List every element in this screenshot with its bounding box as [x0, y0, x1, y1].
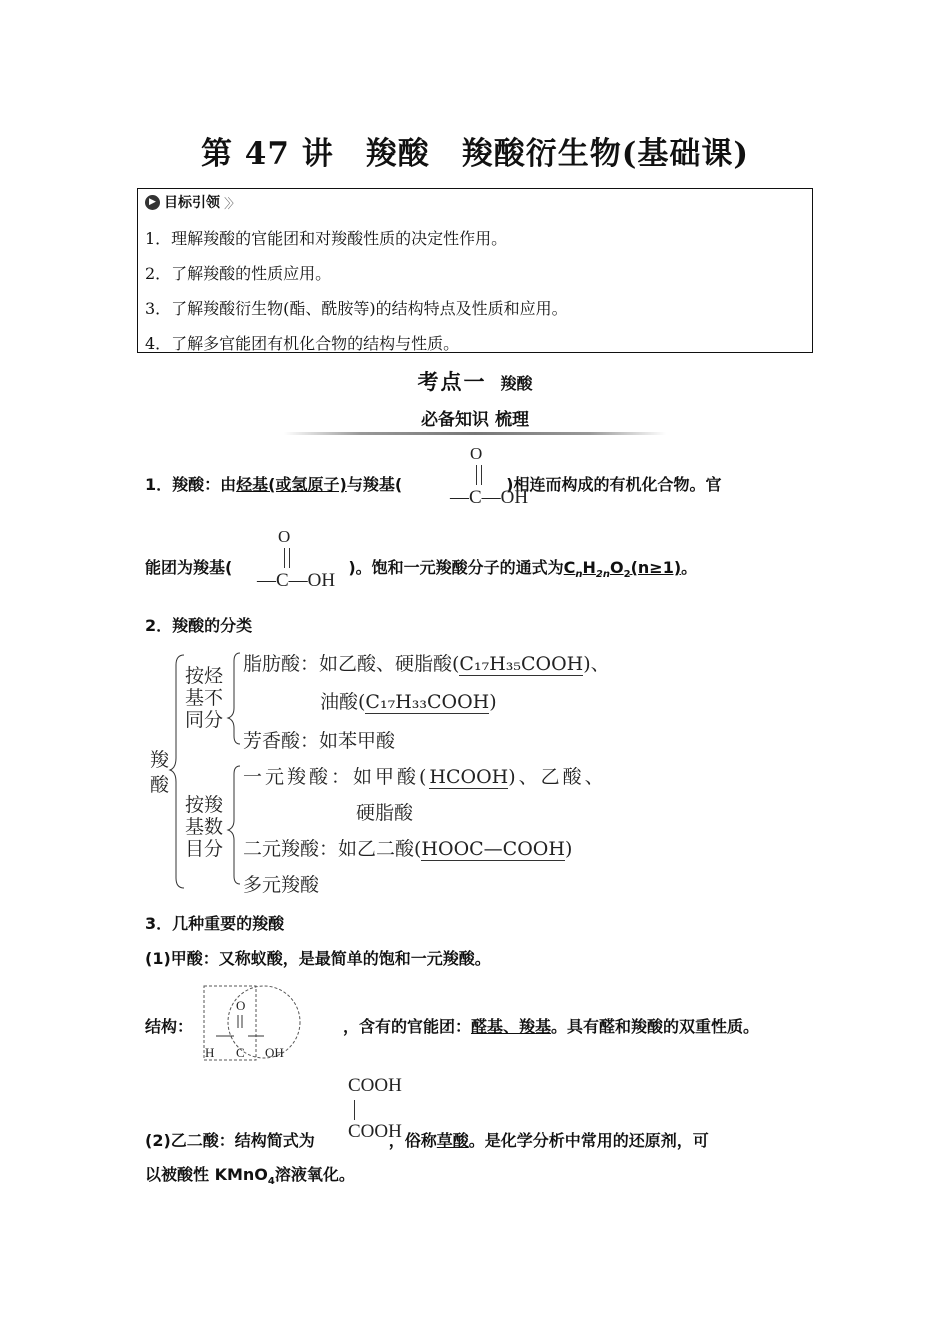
single-bond	[354, 1100, 355, 1120]
text: 能团为羧基(	[145, 558, 233, 577]
subsection-heading: 必备知识 梳理	[421, 410, 529, 430]
section-title: 考点一	[417, 370, 487, 394]
text: 与羧基(	[346, 475, 403, 494]
term: 羧酸	[172, 475, 205, 494]
formic-acid-intro: (1)甲酸：又称蚁酸，是最简单的饱和一元羧酸。	[145, 949, 491, 968]
goals-header	[145, 192, 238, 212]
oleic-acid-row: 油酸(C₁₇H₃₃COOH)	[320, 691, 497, 713]
text: )。饱和一元羧酸分子的通式为	[348, 558, 564, 577]
section-subtitle: 羧酸	[500, 374, 533, 393]
heading-rule	[284, 432, 666, 435]
general-formula: $C_nH_{2n}O_2(n\ge 1)$	[563, 558, 682, 581]
play-icon: ▶	[145, 195, 160, 210]
oxalic-cooh-top: COOH	[348, 1075, 402, 1096]
goals-header-label: 目标引领	[164, 195, 220, 211]
oxalic-acid-line-1: (2)乙二酸：结构简式为 ，俗称草酸。是化学分析中常用的还原剂，可	[145, 1131, 709, 1150]
goal-item: 3．了解羧酸衍生物(酯、酰胺等)的结构特点及性质和应用。	[145, 299, 568, 318]
double-bond	[476, 465, 482, 485]
group-1-label: 按烃 基不 同分	[185, 665, 224, 731]
carboxyl-o: O	[278, 527, 291, 546]
answer-blank: 烃基(或氢原子)	[236, 475, 347, 494]
monocarboxylic-row: 一元羧酸：如甲酸(HCOOH)、乙酸、	[243, 766, 607, 788]
page-title: 第 47 讲 羧酸 羧酸衍生物(基础课)	[200, 136, 750, 172]
oxalic-cooh-bottom: COOH	[348, 1121, 402, 1142]
section-header	[0, 366, 950, 396]
polycarboxylic-row: 多元羧酸	[243, 874, 320, 896]
formic-h: H	[205, 1045, 215, 1060]
paragraph-3-heading: 3．几种重要的羧酸	[145, 914, 285, 933]
formic-oh: OH	[265, 1045, 284, 1060]
goal-item: 1．理解羧酸的官能团和对羧酸性质的决定性作用。	[145, 229, 508, 248]
double-chevron-icon: 〉〉	[224, 196, 238, 212]
item-number: 1．	[145, 475, 173, 494]
oxalic-acid-line-2: 以被酸性 KMnO$_4$溶液氧化。	[145, 1165, 355, 1188]
carboxyl-bond: —C—OH	[257, 570, 336, 591]
aromatic-acid-row: 芳香酸：如苯甲酸	[243, 730, 396, 752]
paragraph-1-line-2	[145, 555, 697, 580]
text: ：由	[204, 475, 237, 494]
goal-item: 4．了解多官能团有机化合物的结构与性质。	[145, 334, 460, 353]
formic-structure-line: 结构： ，含有的官能团：醛基、羧基。具有醛和羧酸的双重性质。	[145, 1017, 760, 1036]
formic-o: O	[236, 998, 246, 1013]
carboxyl-bond: —C—OH	[450, 487, 529, 508]
monocarboxylic-row-cont: 硬脂酸	[356, 802, 414, 824]
group-2-label: 按羧 基数 目分	[185, 794, 224, 860]
goal-item: 2．了解羧酸的性质应用。	[145, 264, 332, 283]
formic-c: C	[236, 1045, 245, 1060]
dicarboxylic-row: 二元羧酸：如乙二酸(HOOC—COOH)	[243, 838, 573, 860]
paragraph-1-line-1	[145, 472, 721, 495]
double-bond	[284, 548, 290, 568]
paragraph-2-heading: 2．羧酸的分类	[145, 616, 253, 635]
carboxyl-o: O	[470, 444, 483, 463]
text: 。	[681, 558, 698, 577]
fatty-acid-row: 脂肪酸：如乙酸、硬脂酸(C₁₇H₃₅COOH)、	[243, 653, 610, 675]
root-label: 羧 酸	[150, 749, 170, 796]
text: )相连而构成的有机化合物。官	[506, 475, 722, 494]
